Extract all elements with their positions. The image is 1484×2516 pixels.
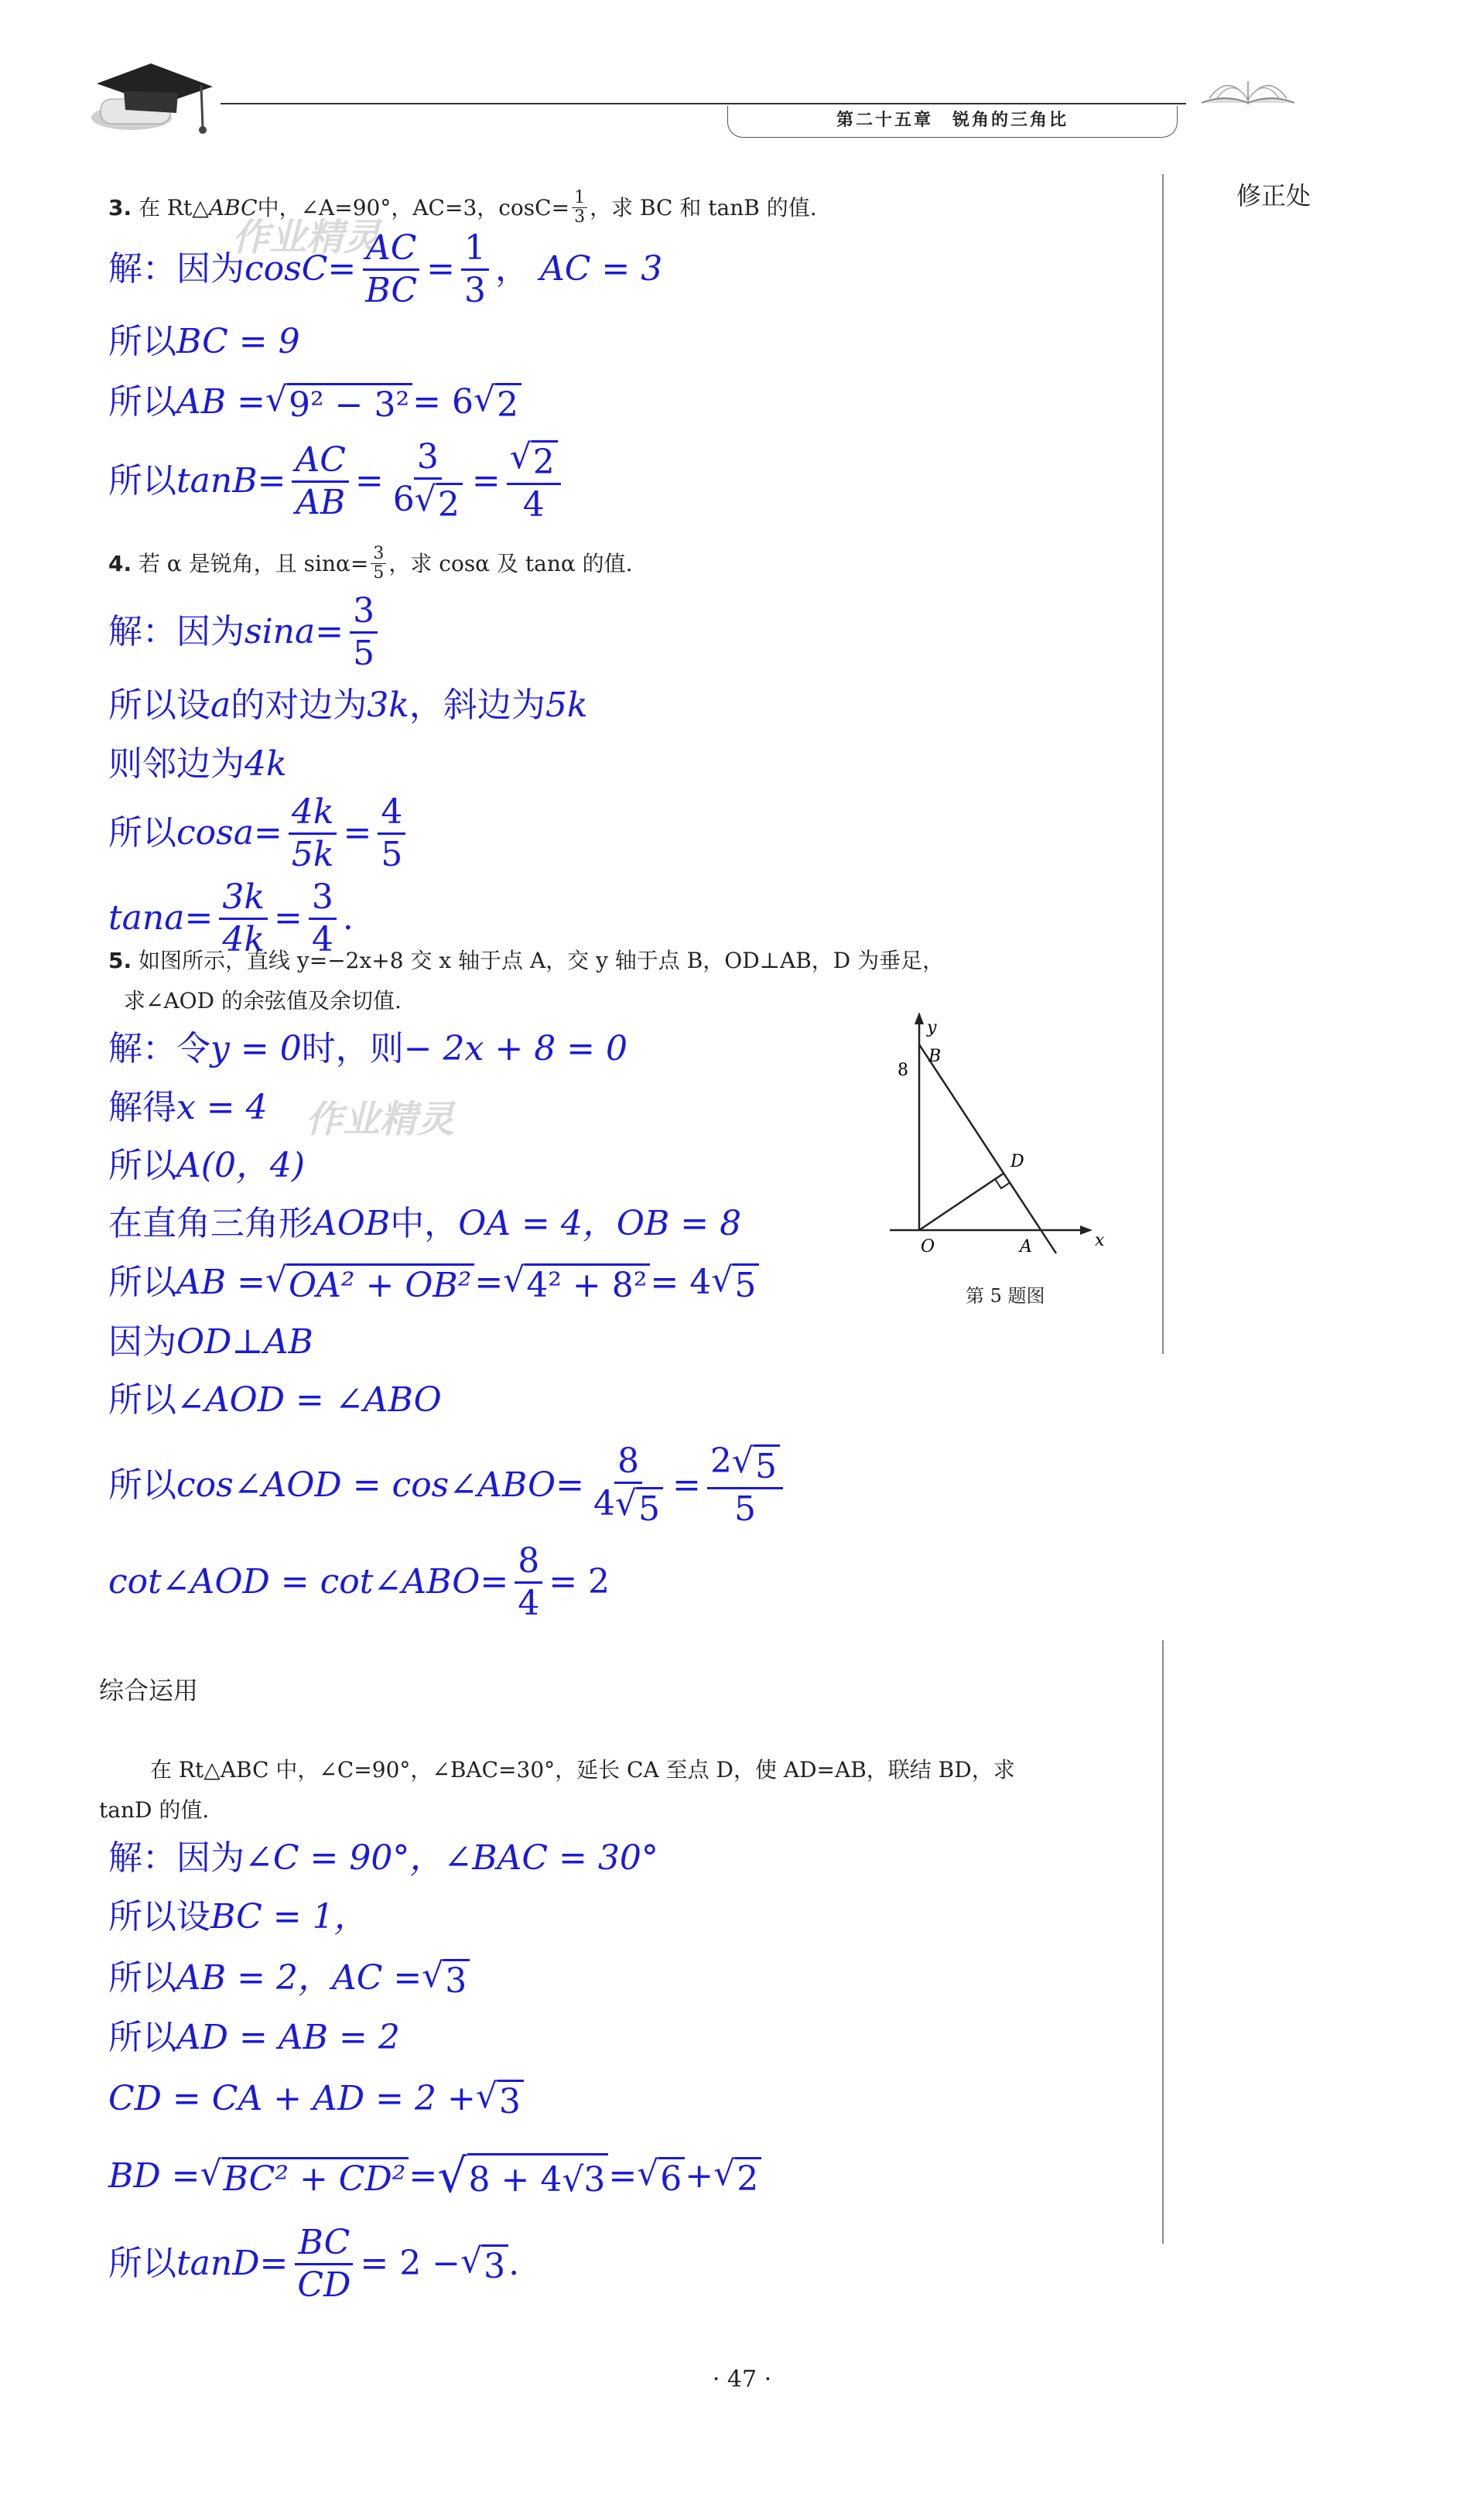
sol6-line-2: 所以设 BC = 1，	[108, 1897, 368, 1937]
sol6-line-7: 所以 tanD = $\frac{BC}{CD}$ = 2 − √ 3 .	[108, 2222, 520, 2305]
header-rule	[221, 103, 1186, 104]
sol5-line-9: cot∠AOD = cot∠ABO = $\frac{8}{4}$ = 2	[108, 1540, 610, 1623]
sol5-line-3: 所以 A(0，4)	[108, 1146, 306, 1185]
sol5-line-8: 所以 cos∠AOD = cos∠ABO = 8 4 √ 5 = 2 √ 5 5	[108, 1439, 789, 1532]
sol3-line-4: 所以 tanB = $\frac{AC}{AB}$ = 3 6 √ 2 = √ 2 4	[108, 435, 567, 528]
margin-rule-bottom	[1162, 1640, 1164, 2244]
sol4-line-3: 则邻边为 4k	[108, 744, 287, 784]
open-book-icon	[1198, 66, 1298, 112]
sol6-line-5: CD = CA + AD = 2 + √ 3	[108, 2072, 524, 2126]
sol6-line-1: 解：因为 ∠C = 90°，∠BAC = 30°	[108, 1838, 658, 1878]
page-number: · 47 ·	[712, 2366, 772, 2393]
section-title: 综合运用	[99, 1676, 199, 1705]
margin-rule-top	[1162, 174, 1164, 1354]
question-5: 5. 如图所示，直线 y=−2x+8 交 x 轴于点 A，交 y 轴于点 B，OD⊥AB，D 为垂足， 求∠AOD 的余弦值及余切值.	[108, 948, 945, 1014]
sol5-line-2: 解得 x = 4	[108, 1088, 268, 1127]
correction-column-label: 修正处	[1236, 181, 1311, 210]
svg-text:A: A	[1020, 1237, 1032, 1256]
svg-text:8: 8	[898, 1061, 908, 1080]
sol4-line-2: 所以设 a 的对边为 3k ，斜边为 5k	[108, 685, 588, 725]
svg-text:y: y	[927, 1018, 937, 1038]
svg-text:x: x	[1095, 1231, 1105, 1250]
svg-text:O: O	[921, 1237, 935, 1256]
figure-5-diagram	[890, 998, 1122, 1269]
sol5-line-5: 所以 AB = √ OA² + OB² = √ 4² + 8² = 4 √ 5	[108, 1255, 759, 1311]
graduation-cap-icon	[77, 54, 224, 139]
svg-text:B: B	[928, 1047, 942, 1066]
sol6-line-3: 所以 AB = 2，AC = √ 3	[108, 1951, 470, 2005]
sol6-line-6: BD = √ BC² + CD² = √ 8 + 4√3 = √ 6 + √ 2	[108, 2142, 761, 2211]
sol4-line-5: tana = $\frac{3k}{4k}$ = $\frac{3}{4}$ .	[108, 877, 354, 959]
watermark-top: 作业精灵	[232, 216, 381, 259]
figure-5-caption: 第 5 题图	[966, 1285, 1045, 1307]
sol3-line-2: 所以 BC = 9	[108, 322, 300, 361]
question-4: 4. 若 α 是锐角，且 sinα= $\frac{3}{5}$ ，求 cosα 及 tanα 的值.	[108, 544, 633, 583]
svg-text:D: D	[1010, 1152, 1024, 1171]
sol4-line-4: 所以 cosa = $\frac{4k}{5k}$ = $\frac{4}{5}$	[108, 791, 412, 876]
sol6-line-4: 所以 AD = AB = 2	[108, 2018, 400, 2057]
sol4-line-1: 解：因为 sina = $\frac{3}{5}$	[108, 590, 384, 675]
sol5-line-1: 解：令 y = 0 时，则 − 2x + 8 = 0	[108, 1029, 628, 1068]
question-6: 在 Rt△ABC 中，∠C=90°，∠BAC=30°，延长 CA 至点 D，使 AD=AB，联结 BD，求 tanD 的值.	[99, 1757, 1015, 1823]
sol3-line-1: 解：因为 cosC = $\frac{AC}{BC}$ = $\frac{1}{3}$ ， AC = 3	[108, 227, 663, 310]
chapter-title: 第二十五章 锐角的三角比	[727, 106, 1178, 138]
watermark-middle: 作业精灵	[306, 1098, 455, 1141]
question-3: 3. 在 Rt△ ABC 中，∠A=90°，AC=3，cosC= $\frac{1}{3}$ ，求 BC 和 tanB 的值.	[108, 188, 817, 227]
sol5-line-4: 在直角三角形 AOB 中， OA = 4，OB = 8	[108, 1204, 742, 1243]
sol3-line-3: 所以 AB = √ 9² − 3² = 6 √ 2	[108, 375, 521, 429]
sol5-line-7: 所以 ∠AOD = ∠ABO	[108, 1380, 442, 1420]
sol5-line-6: 因为 OD⊥AB	[108, 1322, 313, 1362]
